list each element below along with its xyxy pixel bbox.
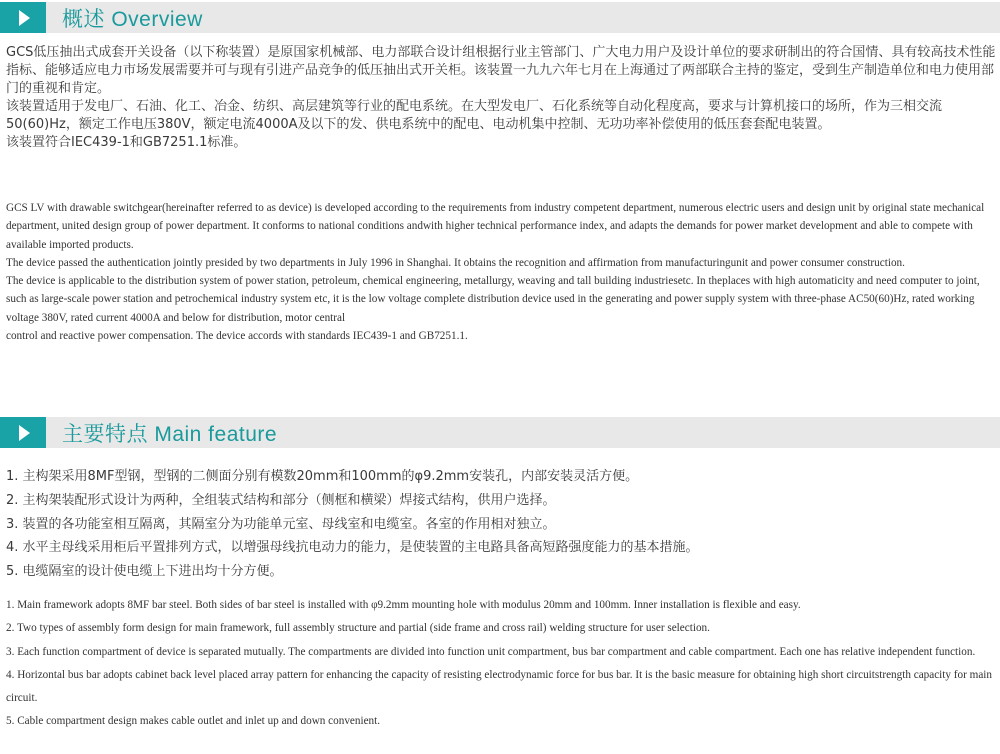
overview-en-paragraph: control and reactive power compensation. The device accords with standards IEC439-1 and GB7251.1. <box>6 330 468 343</box>
list-item: 1. Main framework adopts 8MF bar steel. Both sides of bar steel is installed with φ9.2mm mounting hole with modulus 20mm and 100mm. Inner installation is flexible and easy. <box>6 599 801 611</box>
header-badge <box>0 2 46 33</box>
features-title: 主要特点 Main feature <box>62 422 278 446</box>
overview-english-text <box>6 199 998 345</box>
overview-cn-paragraph: 该装置符合IEC439-1和GB7251.1标准。 <box>6 135 247 150</box>
list-item: 4. 水平主母线采用柜后平置排列方式，以增强母线抗电动力的能力，是使装置的主电路具备高短路强度能力的基本措施。 <box>6 540 699 556</box>
overview-chinese-text <box>6 44 998 152</box>
list-item: 1. 主构架采用8MF型钢，型钢的二侧面分别有模数20mm和100mm的φ9.2mm安装孔，内部安装灵活方便。 <box>6 469 639 484</box>
list-item: 3. Each function compartment of device is separated mutually. The compartments are divided into function unit compartment, bus bar compartment and cable compartment. Each one has relative independent function. <box>6 645 976 658</box>
features-chinese-list <box>6 465 998 584</box>
list-item: 5. 电缆隔室的设计使电缆上下进出均十分方便。 <box>6 564 283 580</box>
header-badge <box>0 417 46 448</box>
list-item: 2. Two types of assembly form design for main framework, full assembly structure and partial (side frame and cross rail) welding structure for user selection. <box>6 622 710 635</box>
overview-en-paragraph: The device is applicable to the distribution system of power station, petroleum, chemical engineering, metallurgy, weaving and tall building industriesetc. In theplaces with high automaticity and need computer to joint, such as large-scale power station and petrochemical industry system etc, it is the low voltage complete distribution device used in the generating and power supply system with three-phase AC50(60)Hz, rated working voltage 380V, rated current 4000A and below for distribution, motor central <box>6 275 980 324</box>
overview-cn-paragraph: GCS低压抽出式成套开关设备（以下称装置）是原国家机械部、电力部联合设计组根据行业主管部门、广大电力用户及设计单位的要求研制出的符合国情、具有较高技术性能指标、能够适应电力市场发展需要并可与现有引进产品竞争的低压抽出式开关柜。该装置一九九六年七月在上海通过了两部联合主持的鉴定，受到生产制造单位和电力使用部门的重视和肯定。 <box>6 45 996 96</box>
list-item: 5. Cable compartment design makes cable outlet and inlet up and down convenient. <box>6 715 381 728</box>
overview-title: 概述 Overview <box>62 7 203 31</box>
list-item: 2. 主构架装配形式设计为两种，全组装式结构和部分（侧框和横梁）焊接式结构，供用户选择。 <box>6 492 556 508</box>
overview-en-paragraph: The device passed the authentication jointly presided by two departments in July 1996 in Shanghai. It obtains the recognition and affirmation from manufacturingunit and power consumer construction. <box>6 256 905 269</box>
list-item: 4. Horizontal bus bar adopts cabinet back level placed array pattern for enhancing the capacity of resisting electrodynamic force for bus bar. It is the basic measure for obtaining high short circuitstrength capacity for main circuit. <box>6 668 993 705</box>
features-header <box>0 417 1000 448</box>
list-item: 3. 装置的各功能室相互隔离，其隔室分为功能单元室、母线室和电缆室。各室的作用相对独立。 <box>6 516 556 532</box>
play-arrow-icon <box>19 10 30 26</box>
features-english-list <box>6 594 998 734</box>
overview-en-paragraph: GCS LV with drawable switchgear(hereinafter referred to as device) is developed according to the requirements from industry competent department, numerous electric users and design unit by original state mechanical department, united design group of power department. It conforms to national conditions andwith higher technical performance index, and adapts the demands for power market development and able to compete with available imported products. <box>6 202 985 251</box>
overview-header <box>0 2 1000 33</box>
play-arrow-icon <box>19 425 30 441</box>
overview-cn-paragraph: 该装置适用于发电厂、石油、化工、冶金、纺织、高层建筑等行业的配电系统。在大型发电厂、石化系统等自动化程度高，要求与计算机接口的场所，作为三相交流50(60)Hz，额定工作电压380V，额定电流4000A及以下的发、供电系统中的配电、电动机集中控制、无功功率补偿使用的低压套套配电装置。 <box>6 99 943 132</box>
